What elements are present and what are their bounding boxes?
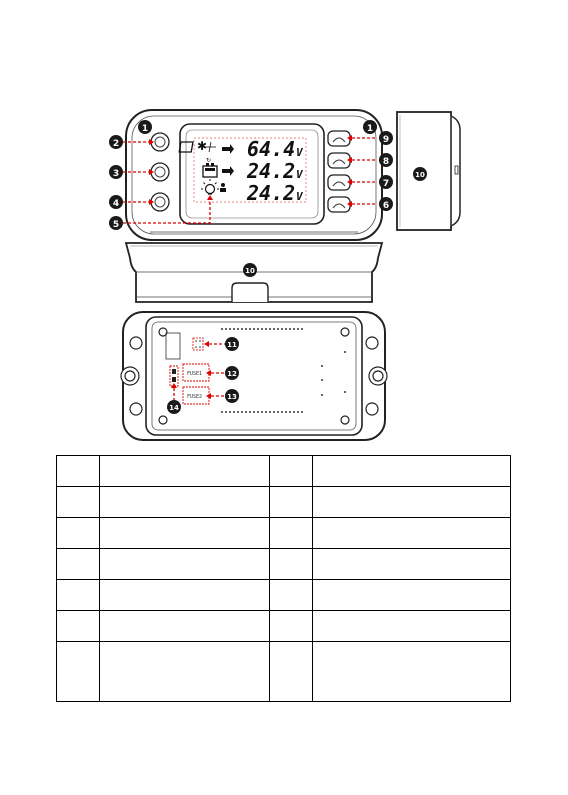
table-cell	[57, 518, 100, 549]
callout-2	[109, 135, 123, 149]
table-row	[57, 518, 511, 549]
table-row	[57, 549, 511, 580]
svg-text:10: 10	[245, 267, 255, 275]
table-cell	[313, 642, 511, 702]
callout-8	[379, 153, 393, 167]
callout-7	[379, 175, 393, 189]
svg-text:10: 10	[415, 171, 425, 179]
table-cell	[100, 518, 270, 549]
callout-4	[109, 195, 123, 209]
table-cell	[270, 611, 313, 642]
callout-12	[225, 366, 239, 380]
table-cell	[313, 611, 511, 642]
svg-text:11: 11	[227, 341, 237, 349]
table-cell	[270, 487, 313, 518]
front-view	[123, 110, 382, 240]
table-cell	[100, 642, 270, 702]
callout-1-right	[363, 120, 377, 134]
table-cell	[57, 456, 100, 487]
table-cell	[270, 580, 313, 611]
right-key-3[interactable]	[328, 175, 350, 190]
table-cell	[313, 456, 511, 487]
back-view	[121, 312, 387, 440]
right-key-2[interactable]	[328, 153, 350, 168]
table-cell	[313, 580, 511, 611]
legend-table	[56, 455, 511, 702]
svg-text:1: 1	[141, 124, 149, 134]
table-cell	[57, 487, 100, 518]
callout-9	[379, 131, 393, 145]
callout-13	[225, 389, 239, 403]
battery-voltage-readout: 24.2	[247, 159, 296, 183]
table-cell	[100, 487, 270, 518]
svg-text:14: 14	[169, 404, 179, 412]
table-cell	[100, 580, 270, 611]
table-cell	[313, 518, 511, 549]
table-cell	[57, 580, 100, 611]
right-key-1[interactable]	[328, 131, 350, 146]
table-cell	[270, 549, 313, 580]
battery-voltage-unit: V	[296, 168, 303, 181]
table-cell	[270, 518, 313, 549]
right-key-4[interactable]	[328, 197, 350, 212]
svg-text:4: 4	[112, 199, 120, 209]
table-cell	[57, 549, 100, 580]
table-cell	[100, 456, 270, 487]
solar-voltage-readout: 64.4	[247, 137, 296, 161]
table-cell	[270, 642, 313, 702]
svg-text:9: 9	[382, 135, 390, 145]
callout-1-left	[138, 120, 152, 134]
svg-text:5: 5	[112, 220, 120, 230]
table-cell	[313, 487, 511, 518]
svg-text:12: 12	[227, 370, 237, 378]
svg-text:3: 3	[112, 169, 120, 179]
table-cell	[313, 549, 511, 580]
callout-10-side	[413, 167, 427, 181]
callout-3	[109, 165, 123, 179]
table-row	[57, 456, 511, 487]
table-cell	[57, 642, 100, 702]
table-cell	[100, 549, 270, 580]
callout-14	[167, 400, 181, 414]
callout-6	[379, 197, 393, 211]
svg-text:7: 7	[382, 179, 390, 189]
callout-5	[109, 216, 123, 230]
table-cell	[270, 456, 313, 487]
svg-text:1: 1	[366, 124, 374, 134]
svg-text:↻: ↻	[206, 157, 212, 164]
load-voltage-readout: 24.2	[247, 181, 296, 205]
solar-voltage-unit: V	[296, 146, 303, 159]
svg-text:✱: ✱	[197, 139, 208, 153]
svg-text:13: 13	[227, 393, 237, 401]
callout-10-top	[243, 263, 257, 277]
table-row	[57, 642, 511, 702]
svg-text:2: 2	[112, 139, 120, 149]
table-row	[57, 611, 511, 642]
svg-text:6: 6	[382, 201, 390, 211]
load-voltage-unit: V	[296, 190, 303, 203]
fuse2-label: FUSE2	[187, 394, 203, 400]
table-row	[57, 487, 511, 518]
callout-11	[225, 337, 239, 351]
table-row	[57, 580, 511, 611]
fuse1-label: FUSE1	[187, 371, 203, 377]
table-cell	[57, 611, 100, 642]
side-view	[397, 112, 460, 230]
table-cell	[100, 611, 270, 642]
svg-text:8: 8	[382, 157, 390, 167]
